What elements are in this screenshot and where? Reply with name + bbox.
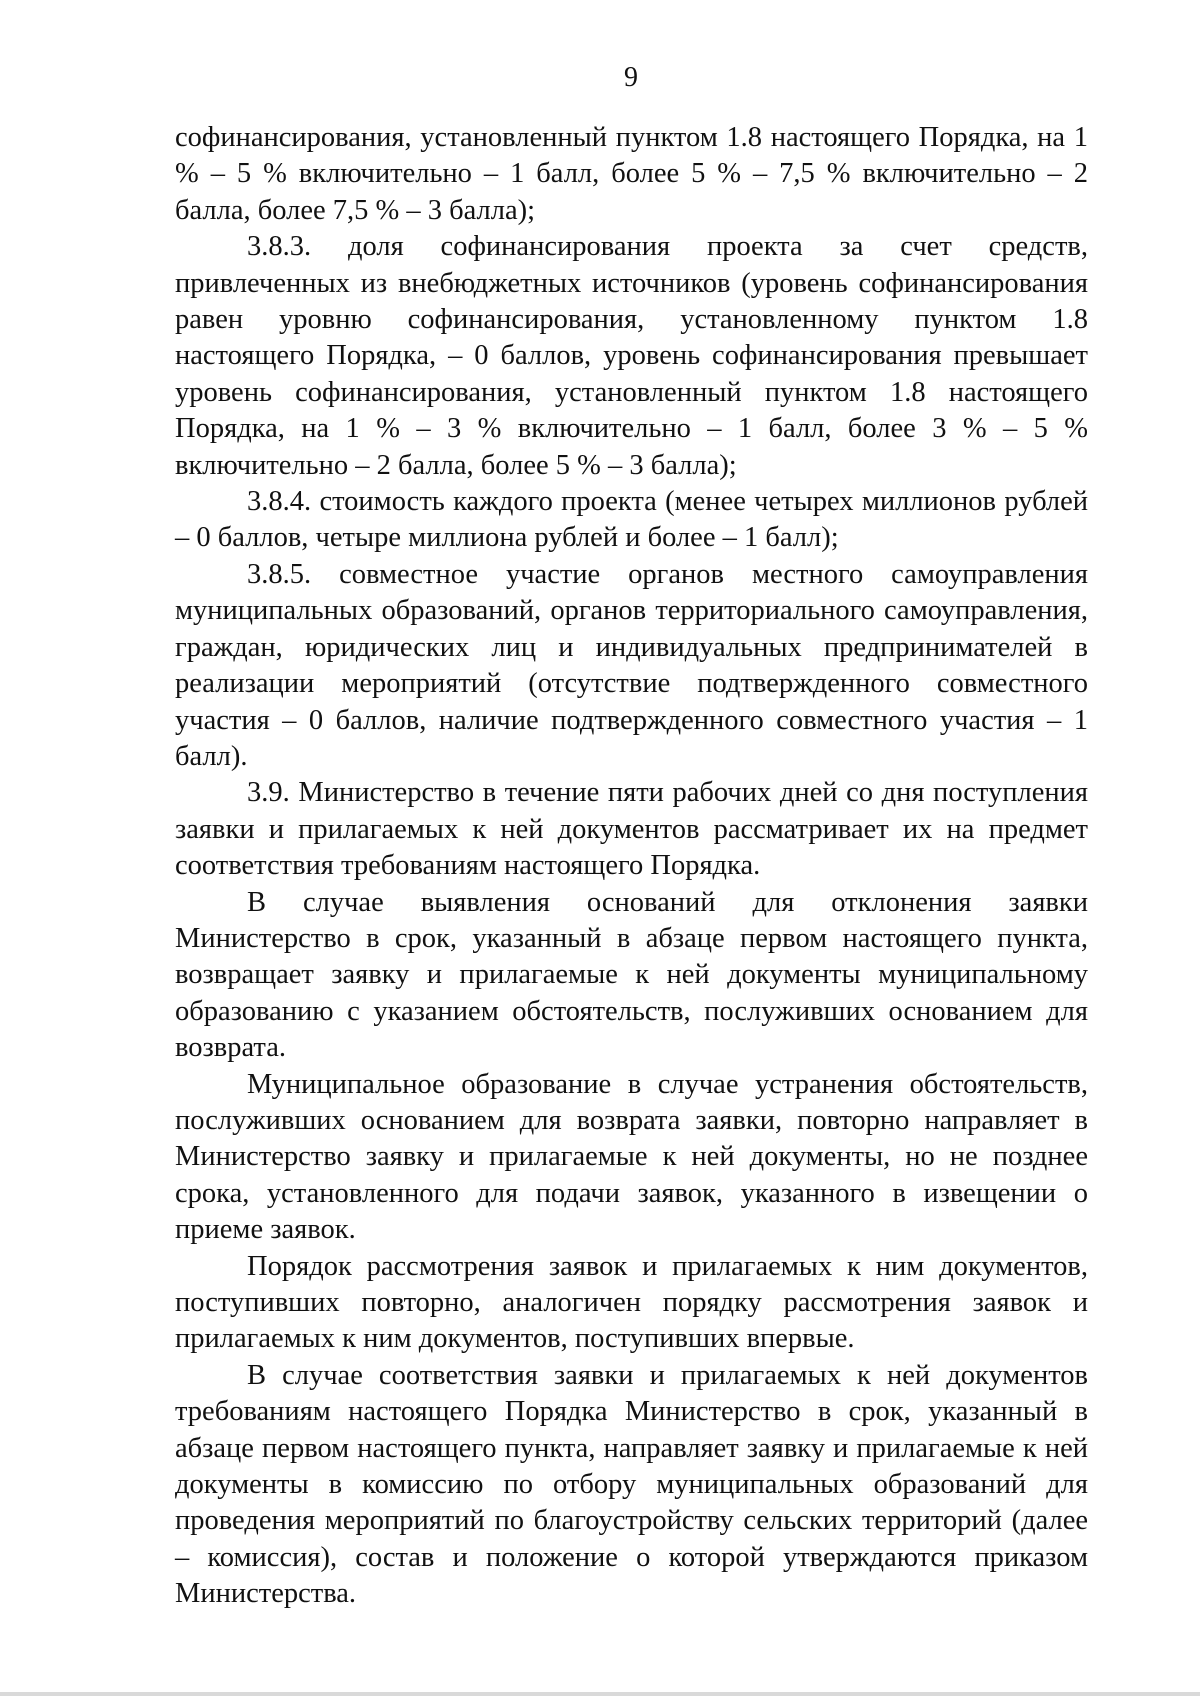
paragraph-3-8-4: 3.8.4. стоимость каждого проекта (менее четырех миллионов рублей – 0 баллов, четыре миллиона рублей и более – 1 балл); <box>175 486 1088 554</box>
paragraph-rejection-case: В случае выявления оснований для отклонения заявки Министерство в срок, указанный в абзаце первом настоящего пункта, возвращает заявку и прилагаемые к ней документы муниципальному образованию с указанием обстоятельств, послуживших основанием для возврата. <box>175 886 1088 1064</box>
paragraph-resubmission: Муниципальное образование в случае устранения обстоятельств, послуживших основанием для возврата заявки, повторно направляет в Министерство заявку и прилагаемые к ней документы, но не позднее срока, установленного для подачи заявок, указанного в извещении о приеме заявок. <box>175 1068 1088 1246</box>
paragraph-3-8-5: 3.8.5. совместное участие органов местного самоуправления муниципальных образований, органов территориального самоуправления, граждан, юридических лиц и индивидуальных предпринимателей в реализации мероприятий (отсутствие подтвержденного совместного участия – 0 баллов, наличие подтвержденного совместного участия – 1 балл). <box>175 558 1088 772</box>
paragraph-cofinancing-continuation: софинансирования, установленный пунктом 1.8 настоящего Порядка, на 1 % – 5 % включительно – 1 балл, более 5 % – 7,5 % включительно – 2 балла, более 7,5 % – 3 балла); <box>175 122 1088 226</box>
page-number: 9 <box>624 62 638 93</box>
paragraph-review-procedure: Порядок рассмотрения заявок и прилагаемых к ним документов, поступивших повторно, аналогичен порядку рассмотрения заявок и прилагаемых к ним документов, поступивших впервые. <box>175 1250 1088 1355</box>
paragraph-3-8-3: 3.8.3. доля софинансирования проекта за счет средств, привлеченных из внебюджетных источников (уровень софинансирования равен уровню софинансирования, установленному пунктом 1.8 настоящего Порядка, – 0 баллов, уровень софинансирования превышает уровень софинансирования, установленный пунктом 1.8 настоящего Порядка, на 1 % – 3 % включительно – 1 балл, более 3 % – 5 % включительно – 2 балла, более 5 % – 3 балла); <box>175 231 1088 481</box>
paragraph-3-9: 3.9. Министерство в течение пяти рабочих дней со дня поступления заявки и прилагаемых к ней документов рассматривает их на предмет соответствия требованиям настоящего Порядка. <box>175 777 1088 882</box>
document-body <box>175 120 1088 1613</box>
paragraph-commission-referral: В случае соответствия заявки и прилагаемых к ней документов требованиям настоящего Порядка Министерство в срок, указанный в абзаце первом настоящего пункта, направляет заявку и прилагаемые к ней документы в комиссию по отбору муниципальных образований для проведения мероприятий по благоустройству сельских территорий (далее – комиссия), состав и положение о которой утверждаются приказом Министерства. <box>175 1359 1088 1610</box>
scan-bottom-edge <box>0 1692 1200 1696</box>
